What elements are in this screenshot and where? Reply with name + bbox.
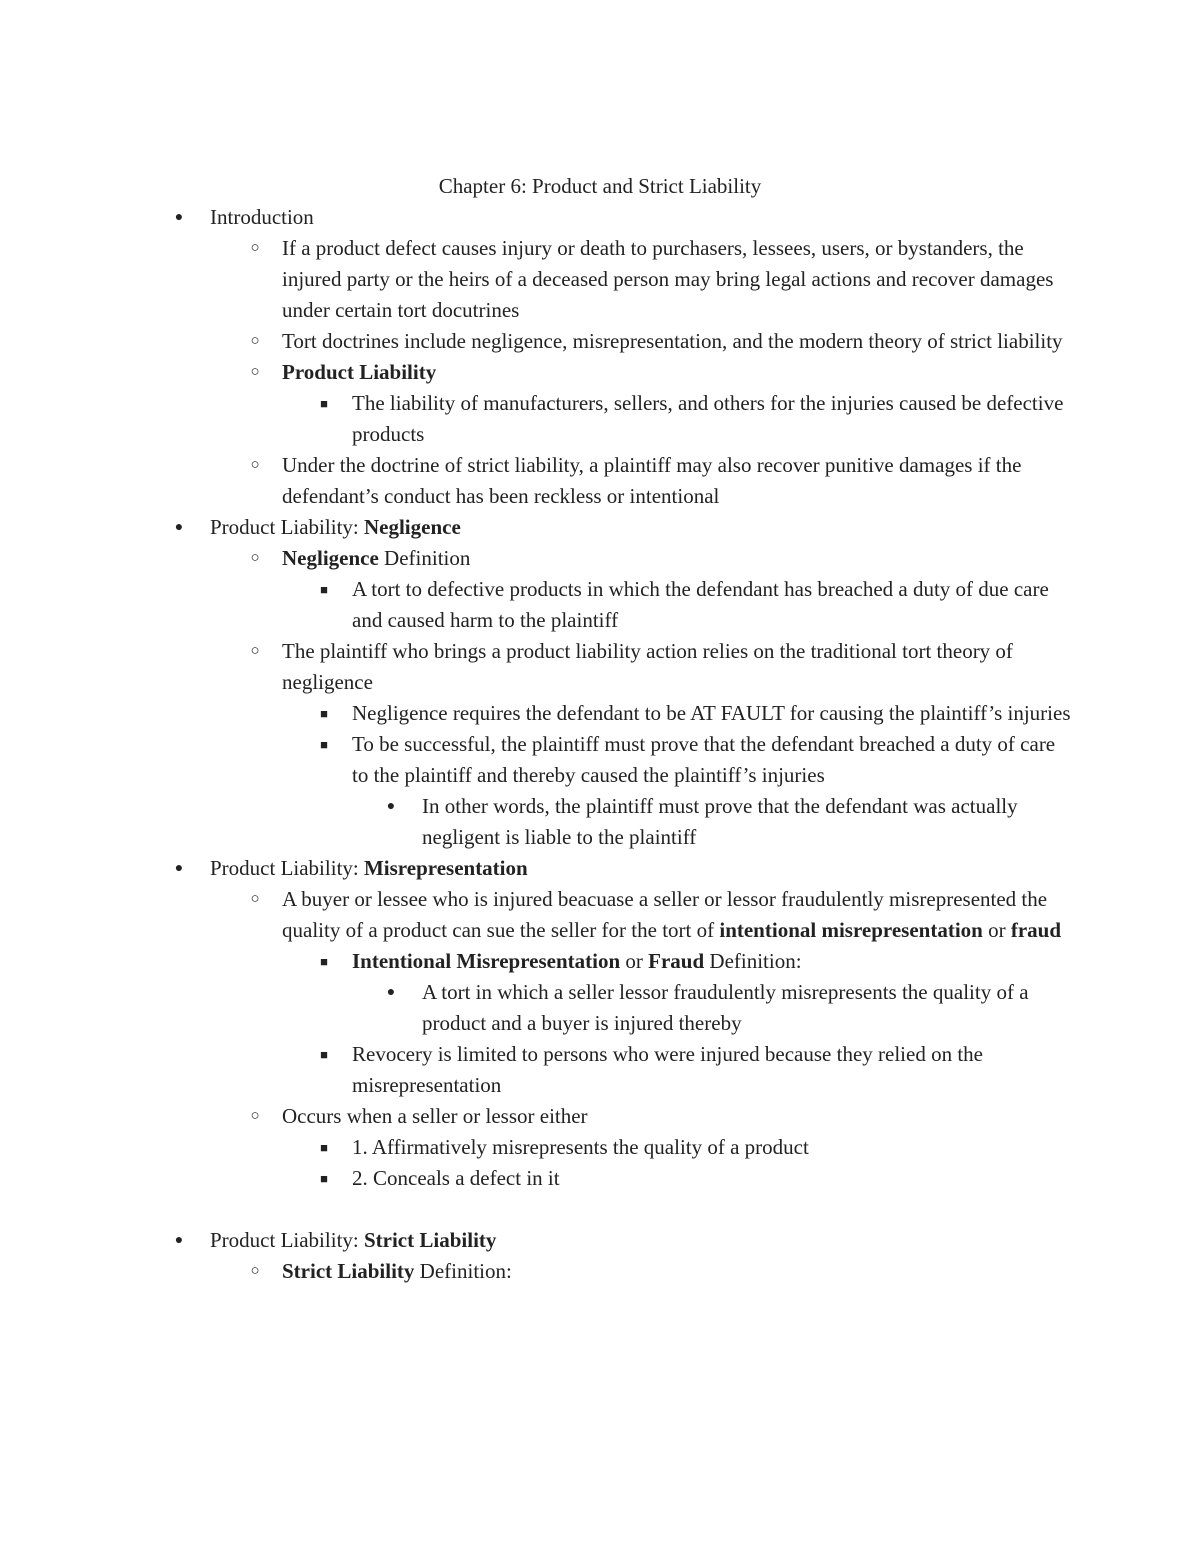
square-bullet-icon: ■ [320, 396, 328, 411]
square-bullet-icon: ■ [320, 582, 328, 597]
list-item-text: If a product defect causes injury or death to purchasers, lessees, users, or bystanders, the injured party or the heirs of a deceased person may bring legal actions and recover damages under certain tort docutrines [282, 236, 1054, 322]
term-label-suffix: Definition [378, 546, 471, 570]
circle-bullet-icon: ○ [250, 240, 260, 256]
list-item [320, 1039, 1072, 1101]
document-body [0, 202, 1200, 1287]
section-heading-term: Negligence [363, 515, 461, 539]
square-bullet-icon: ■ [320, 706, 328, 721]
list-item [250, 357, 1072, 388]
section-heading-prefix: Product Liability: [210, 515, 364, 539]
circle-bullet-icon: ○ [250, 457, 260, 473]
list-item [250, 1101, 1072, 1132]
list-item [320, 574, 1072, 636]
term-label: Strict Liability [282, 1259, 415, 1283]
list-item-text: Revocery is limited to persons who were injured because they relied on the misrepresentation [352, 1042, 983, 1097]
section-heading: Introduction [210, 205, 314, 229]
square-bullet-icon: ■ [320, 954, 328, 969]
connector-text: or [982, 918, 1011, 942]
section-heading-term: Strict Liability [363, 1228, 497, 1252]
term-label: Product Liability [282, 360, 437, 384]
square-bullet-icon: ■ [320, 1047, 328, 1062]
definition-text: The liability of manufacturers, sellers, and others for the injuries caused be defective products [352, 391, 1064, 446]
list-item [250, 636, 1072, 698]
list-item-text: In other words, the plaintiff must prove that the defendant was actually negligent is liable to the plaintiff [422, 794, 1018, 849]
section-negligence [174, 512, 1070, 543]
circle-bullet-icon: ○ [250, 1263, 260, 1279]
document-title: Chapter 6: Product and Strict Liability [438, 174, 762, 198]
list-item [320, 388, 1072, 450]
square-bullet-icon: ■ [320, 737, 328, 752]
list-item [250, 450, 1072, 512]
list-item [250, 326, 1072, 357]
term-bold: fraud [1010, 918, 1062, 942]
circle-bullet-icon: ○ [250, 550, 260, 566]
circle-bullet-icon: ○ [250, 1108, 260, 1124]
list-item [250, 543, 1072, 574]
blank-line [0, 1194, 1200, 1225]
list-item [250, 233, 1072, 326]
term-label: Negligence [282, 546, 379, 570]
list-item-text: Under the doctrine of strict liability, a plaintiff may also recover punitive damages if the defendant’s conduct has been reckless or intentional [282, 453, 1022, 508]
list-item-text: A buyer or lessee who is injured beacuase a seller or lessor fraudulently misrepresented the quality of a product can sue the seller for the tort of [282, 887, 1048, 942]
bullet-icon: ● [386, 985, 396, 1000]
term-label-suffix: Definition: [414, 1259, 512, 1283]
list-item [386, 791, 1072, 853]
circle-bullet-icon: ○ [250, 891, 260, 907]
circle-bullet-icon: ○ [250, 364, 260, 380]
list-item-text: 1. Affirmatively misrepresents the quality of a product [352, 1135, 809, 1159]
square-bullet-icon: ■ [320, 1171, 328, 1186]
term-label: Fraud [648, 949, 705, 973]
circle-bullet-icon: ○ [250, 643, 260, 659]
connector-text: or [620, 949, 649, 973]
bullet-icon: ● [174, 861, 184, 876]
square-bullet-icon: ■ [320, 1140, 328, 1155]
list-item [320, 729, 1072, 791]
list-item [386, 977, 1072, 1039]
section-introduction [174, 202, 1070, 233]
term-bold: intentional misrepresentation [719, 918, 983, 942]
section-heading-prefix: Product Liability: [210, 1228, 364, 1252]
list-item-text: To be successful, the plaintiff must prove that the defendant breached a duty of care to the plaintiff and thereby caused the plaintiff’s injuries [352, 732, 1056, 787]
bullet-icon: ● [386, 799, 396, 814]
section-heading-prefix: Product Liability: [210, 856, 364, 880]
list-item [250, 884, 1072, 946]
list-item [250, 1256, 1072, 1287]
definition-text: A tort in which a seller lessor fraudulently misrepresents the quality of a product and a buyer is injured thereby [422, 980, 1029, 1035]
list-item [320, 946, 1072, 977]
section-heading-term: Misrepresentation [363, 856, 528, 880]
term-label: Intentional Misrepresentation [352, 949, 621, 973]
bullet-icon: ● [174, 1233, 184, 1248]
definition-text: A tort to defective products in which the defendant has breached a duty of due care and caused harm to the plaintiff [352, 577, 1049, 632]
bullet-icon: ● [174, 520, 184, 535]
list-item [320, 1132, 1072, 1163]
circle-bullet-icon: ○ [250, 333, 260, 349]
term-label-suffix: Definition: [704, 949, 802, 973]
section-misrepresentation [174, 853, 1070, 884]
list-item [320, 698, 1072, 729]
list-item-text: Tort doctrines include negligence, misrepresentation, and the modern theory of strict liability [282, 329, 1063, 353]
list-item-text: 2. Conceals a defect in it [352, 1166, 560, 1190]
list-item-text: Occurs when a seller or lessor either [282, 1104, 588, 1128]
list-item-text: Negligence requires the defendant to be AT FAULT for causing the plaintiff’s injuries [352, 701, 1071, 725]
list-item-text: The plaintiff who brings a product liability action relies on the traditional tort theory of negligence [282, 639, 1013, 694]
section-strict-liability [174, 1225, 1070, 1256]
bullet-icon: ● [174, 210, 184, 225]
list-item [320, 1163, 1072, 1194]
